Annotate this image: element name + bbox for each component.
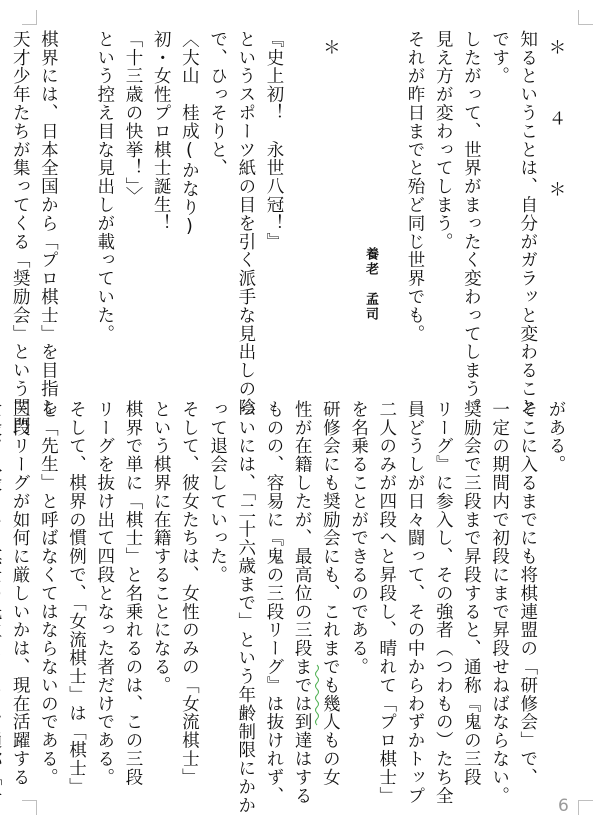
column-gap xyxy=(62,30,90,31)
text-line: ついには、「二十六歳まで」という年齢制限にかか xyxy=(235,400,256,815)
crop-mark-top-right xyxy=(578,10,593,25)
crop-mark-bottom-right xyxy=(578,800,593,815)
spellcheck-underline xyxy=(312,665,322,725)
column-gap xyxy=(344,30,372,31)
text-line: 知るということは、自分がガラッと変わること xyxy=(517,30,538,417)
text-line: リーグ』に参入し、その強者（つわもの）たち全 xyxy=(433,400,454,805)
text-line: 二人のみが四段へと昇段し、晴れて「プロ棋士」 xyxy=(376,400,397,805)
text-line: 三段リーグが如何に厳しいかは、現在活躍する xyxy=(10,400,31,787)
text-line: という棋界に在籍することになる。 xyxy=(151,400,172,695)
text-line: ものの、容易に『鬼の三段リーグ』は抜けれず、 xyxy=(263,400,284,805)
text-line: 初・女性プロ棋士誕生！ xyxy=(151,30,172,233)
text-line: 棋界で単に「棋士」と名乗れるのは、この三段 xyxy=(122,400,143,787)
column-gap xyxy=(373,30,401,31)
section-mark: ＊ ４ ＊ xyxy=(546,38,566,216)
text-line: 〈大山 桂成(かなり) xyxy=(179,30,200,238)
column-gap xyxy=(288,30,316,31)
text-line: という控え目な見出しが載っていた。 xyxy=(94,30,115,343)
crop-mark-top-left xyxy=(22,10,37,25)
author-signature: 養老 孟司 xyxy=(363,247,378,322)
text-line: です。 xyxy=(489,30,510,86)
top-text-band xyxy=(10,30,570,435)
text-line: 性が在籍したが、最高位の三段までは到達はする xyxy=(292,400,313,805)
text-line: リーグを抜け出て四段となった者だけである。 xyxy=(94,400,115,787)
page-number: 6 xyxy=(558,796,569,816)
text-line: というスポーツ紙の目を引く派手な見出しの陰 xyxy=(235,30,256,417)
asterisk-separator: ＊ xyxy=(320,38,341,57)
text-line: 棋界には、日本全国から「プロ棋士」を目指し xyxy=(38,30,59,417)
text-line: って退会していった。 xyxy=(207,400,228,584)
text-line: を名乗ることができるのである。 xyxy=(348,400,369,676)
bottom-text-band xyxy=(10,400,570,815)
text-line xyxy=(0,400,6,792)
text-line: 一定の期間内で初段にまで昇段せねばならない。 xyxy=(489,400,510,805)
text-line: を「先生」と呼ばなくてはならないのである。 xyxy=(38,400,59,787)
text-line: そこに入るまでにも将棋連盟の「研修会」で、 xyxy=(517,400,538,787)
text-line: がある。 xyxy=(546,400,566,474)
text-line: 研修会にも奨励会にも、これまでも幾人もの女 xyxy=(320,400,341,787)
text-line: 員どうしが日々闘って、その中からわずかトップ xyxy=(404,400,425,805)
text-line: したがって、世界がまったく変わってしまう。 xyxy=(461,30,482,417)
text-line: そして、棋界の慣例で、「女流棋士」は「棋士」 xyxy=(66,400,87,797)
text-line: 「十三歳の快挙！」〉 xyxy=(123,30,143,206)
crop-mark-bottom-left xyxy=(22,800,37,815)
text-line: 天才少年たちが集ってくる「奨励会」という関門 xyxy=(10,30,31,435)
text-line: 奨励会で三段まで昇段すると、通称『鬼の三段 xyxy=(461,400,482,787)
text-line: そして、彼女たちは、女性のみの「女流棋士」 xyxy=(179,400,200,787)
text-line: で、ひっそりと、 xyxy=(207,30,228,178)
text-line: 見え方が変わってしまう。 xyxy=(433,30,454,251)
text-line: それが昨日までと殆ど同じ世界でも。 xyxy=(404,30,425,343)
text-line: 『史上初！ 永世八冠！』 xyxy=(264,30,285,251)
